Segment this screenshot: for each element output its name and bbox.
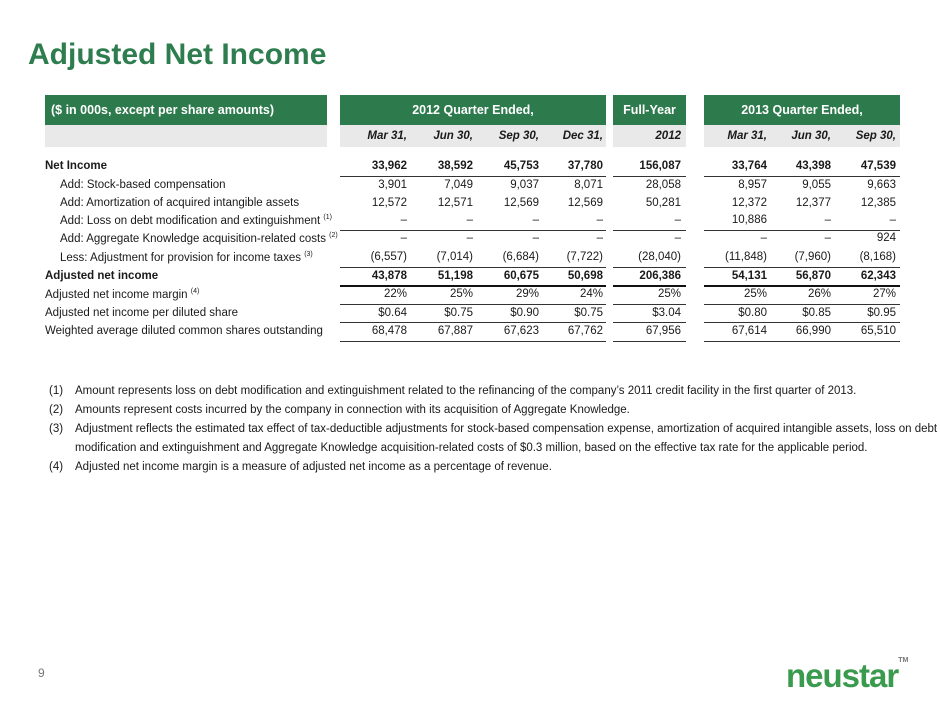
page-number: 9 [38,666,45,680]
table-cell: $3.04 [652,307,681,319]
table-cell: 25% [657,288,681,300]
table-cell: $0.75 [574,307,603,319]
row-label-tax-adjustment: Less: Adjustment for provision for income taxes $^{(3)}$ [60,251,313,264]
column-header: Jun 30, [791,130,831,142]
footnote-3-continued: modification and extinguishment and Aggregate Knowledge acquisition-related costs of $0.3 million, based on the effective tax rate for the applicable period. [75,442,868,454]
row-label-per-share: Adjusted net income per diluted share [45,307,239,319]
table-cell: 62,343 [860,270,896,282]
table-cell: 56,870 [795,270,831,282]
rule [340,176,606,177]
table-cell: $0.80 [738,307,767,319]
table-cell: 12,385 [860,197,896,209]
table-cell: $0.75 [444,307,473,319]
column-header: Jun 30, [433,130,473,142]
footnote-2: (2) Amounts represent costs incurred by the company in connection with its acquisition of Aggregate Knowledge. [49,404,630,416]
table-cell: – [532,214,539,226]
column-header: Sep 30, [498,130,539,142]
rule [613,322,686,323]
row-label-adjusted-net-income: Adjusted net income [45,270,159,282]
table-cell: – [400,214,407,226]
table-cell: 33,764 [731,160,767,172]
table-cell: – [760,232,767,244]
rule [613,341,686,342]
table-cell: 12,569 [503,197,539,209]
table-cell: 8,957 [738,179,767,191]
table-cell: (7,960) [794,251,831,263]
column-header: Mar 31, [367,130,407,142]
table-cell: 67,956 [645,325,681,337]
table-cell: 27% [872,288,896,300]
table-cell: 67,614 [731,325,767,337]
rule [340,304,606,305]
row-label-amortization: Add: Amortization of acquired intangible assets [60,197,300,209]
column-header: 2012 [655,130,681,142]
rule [704,322,900,323]
table-cell: (7,722) [566,251,603,263]
rule [340,285,606,287]
table-cell: – [824,232,831,244]
column-header: Sep 30, [855,130,896,142]
table-cell: 156,087 [639,160,681,172]
footnote-3: (3) Adjustment reflects the estimated tax effect of tax-deductible adjustments for stock-based compensation expense, amortization of acquired intangible assets, loss on debt [49,423,938,435]
rule [613,285,686,287]
table-cell: 28,058 [645,179,681,191]
table-cell: 66,990 [795,325,831,337]
table-cell: 3,901 [378,179,407,191]
table-cell: 9,037 [510,179,539,191]
table-cell: $0.85 [802,307,831,319]
row-label-shares-outstanding: Weighted average diluted common shares outstanding [45,325,323,337]
row-label-stock-comp: Add: Stock-based compensation [60,179,226,191]
rule [613,304,686,305]
rule [704,304,900,305]
table-cell: – [532,232,539,244]
table-cell: 25% [743,288,767,300]
table-cell: – [596,214,603,226]
rule [340,230,606,231]
table-cell: 33,962 [371,160,407,172]
table-cell: $0.64 [378,307,407,319]
table-cell: – [466,232,473,244]
column-header: Mar 31, [727,130,767,142]
table-cell: 65,510 [860,325,896,337]
rule [613,267,686,268]
table-cell: 67,887 [437,325,473,337]
row-label-margin: Adjusted net income margin $^{(4)}$ [45,288,200,301]
table-cell: – [400,232,407,244]
rule [613,176,686,177]
table-cell: 67,762 [567,325,603,337]
table-cell: – [674,214,681,226]
table-cell: – [596,232,603,244]
table-cell: $0.95 [867,307,896,319]
table-cell: 12,572 [371,197,407,209]
row-label-net-income: Net Income [45,160,107,172]
table-cell: – [889,214,896,226]
table-cell: 26% [807,288,831,300]
rule [340,322,606,323]
table-cell: 22% [383,288,407,300]
table-cell: 12,569 [567,197,603,209]
page-title: Adjusted Net Income [28,38,327,71]
table-cell: (6,684) [502,251,539,263]
rule [704,176,900,177]
table-cell: – [674,232,681,244]
table-cell: 10,886 [731,214,767,226]
table-cell: – [824,214,831,226]
rule [704,285,900,287]
table-cell: (8,168) [859,251,896,263]
table-cell: 12,372 [731,197,767,209]
table-cell: 25% [449,288,473,300]
table-cell: 206,386 [639,270,681,282]
table-cell: 7,049 [444,179,473,191]
table-cell: 43,398 [795,160,831,172]
rule [340,341,606,342]
footnote-4: (4) Adjusted net income margin is a measure of adjusted net income as a percentage of revenue. [49,461,552,473]
table-cell: 60,675 [503,270,539,282]
header-2012-quarters: 2012 Quarter Ended, [340,95,606,125]
table-cell: 38,592 [437,160,473,172]
table-cell: 67,623 [503,325,539,337]
table-cell: 43,878 [371,270,407,282]
table-cell: 29% [515,288,539,300]
rule [340,267,606,268]
subheader-bar-label [45,125,327,147]
table-cell: 9,663 [867,179,896,191]
row-label-debt-loss: Add: Loss on debt modification and extinguishment $^{(1)}$ [60,214,332,227]
table-cell: 924 [876,232,896,244]
table-cell: 50,698 [567,270,603,282]
table-cell: 37,780 [567,160,603,172]
rule [704,230,900,231]
header-full-year: Full-Year [613,95,686,125]
table-cell: – [466,214,473,226]
footnote-1: (1) Amount represents loss on debt modification and extinguishment related to the refinancing of the company’s 2011 credit facility in the first quarter of 2013. [49,385,857,397]
rule [704,267,900,268]
table-cell: 12,377 [795,197,831,209]
table-cell: (7,014) [436,251,473,263]
table-cell: 9,055 [802,179,831,191]
row-label-aggregate-knowledge: Add: Aggregate Knowledge acquisition-related costs $^{(2)}$ [60,232,338,245]
table-cell: 8,071 [574,179,603,191]
rule [613,230,686,231]
table-cell: (28,040) [638,251,681,263]
header-2013-quarters: 2013 Quarter Ended, [704,95,900,125]
table-cell: 54,131 [731,270,767,282]
table-cell: 50,281 [645,197,681,209]
table-cell: 68,478 [371,325,407,337]
header-units-label: ($ in 000s, except per share amounts) [45,95,327,125]
table-cell: 51,198 [437,270,473,282]
table-cell: $0.90 [510,307,539,319]
table-cell: (6,557) [370,251,407,263]
table-cell: 12,571 [437,197,473,209]
table-cell: (11,848) [725,251,767,263]
table-cell: 45,753 [503,160,539,172]
table-cell: 47,539 [860,160,896,172]
neustar-logo: neustar™ [786,657,909,694]
rule [704,341,900,342]
table-cell: 24% [579,288,603,300]
column-header: Dec 31, [562,130,603,142]
